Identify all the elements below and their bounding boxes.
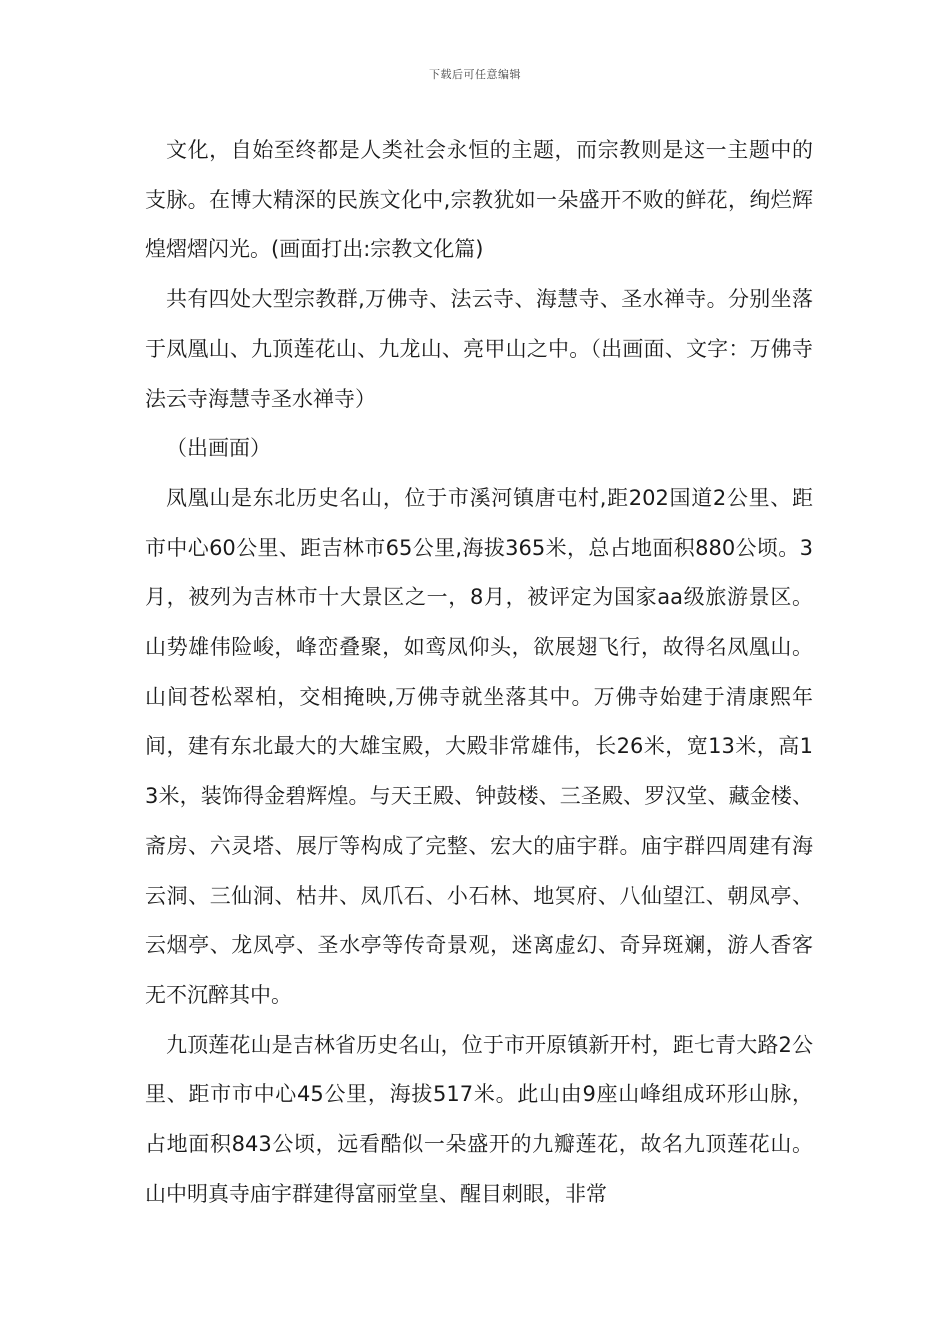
paragraph-temples: 共有四处大型宗教群,万佛寺、法云寺、海慧寺、圣水禅寺。分别坐落于凤凰山、九顶莲花山、九龙山、亮甲山之中。（出画面、文字：万佛寺法云寺海慧寺圣水禅寺） bbox=[145, 287, 813, 411]
paragraph-jiuding-lotus-mountain: 九顶莲花山是吉林省历史名山，位于市开原镇新开村，距七青大路2公里、距市市中心45公里，海拔517米。此山由9座山峰组成环形山脉，占地面积843公顷，远看酷似一朵盛开的九瓣莲花，故名九顶莲花山。山中明真寺庙宇群建得富丽堂皇、醒目刺眼，非常 bbox=[145, 1032, 813, 1206]
document-body bbox=[145, 126, 813, 1219]
paragraph-scene-note: （出画面） bbox=[166, 436, 271, 461]
page-header-note: 下载后可任意编辑 bbox=[429, 68, 521, 81]
paragraph-fenghuang-mountain: 凤凰山是东北历史名山，位于市溪河镇唐屯村,距202国道2公里、距市中心60公里、距吉林市65公里,海拔365米，总占地面积880公顷。3月，被列为吉林市十大景区之一，8月，被评定为国家aa级旅游景区。山势雄伟险峻，峰峦叠聚，如鸾凤仰头，欲展翅飞行，故得名凤凰山。山间苍松翠柏，交相掩映,万佛寺就坐落其中。万佛寺始建于清康熙年间，建有东北最大的大雄宝殿，大殿非常雄伟，长26米，宽13米，高13米，装饰得金碧辉煌。与天王殿、钟鼓楼、三圣殿、罗汉堂、藏金楼、斋房、六灵塔、展厅等构成了完整、宏大的庙宇群。庙宇群四周建有海云洞、三仙洞、枯井、凤爪石、小石林、地冥府、八仙望江、朝凤亭、云烟亭、龙凤亭、圣水亭等传奇景观，迷离虚幻、奇异斑斓，游人香客无不沉醉其中。 bbox=[145, 485, 813, 1007]
paragraph-intro: 文化，自始至终都是人类社会永恒的主题，而宗教则是这一主题中的支脉。在博大精深的民族文化中,宗教犹如一朵盛开不败的鲜花，绚烂辉煌熠熠闪光。(画面打出:宗教文化篇) bbox=[145, 138, 813, 262]
